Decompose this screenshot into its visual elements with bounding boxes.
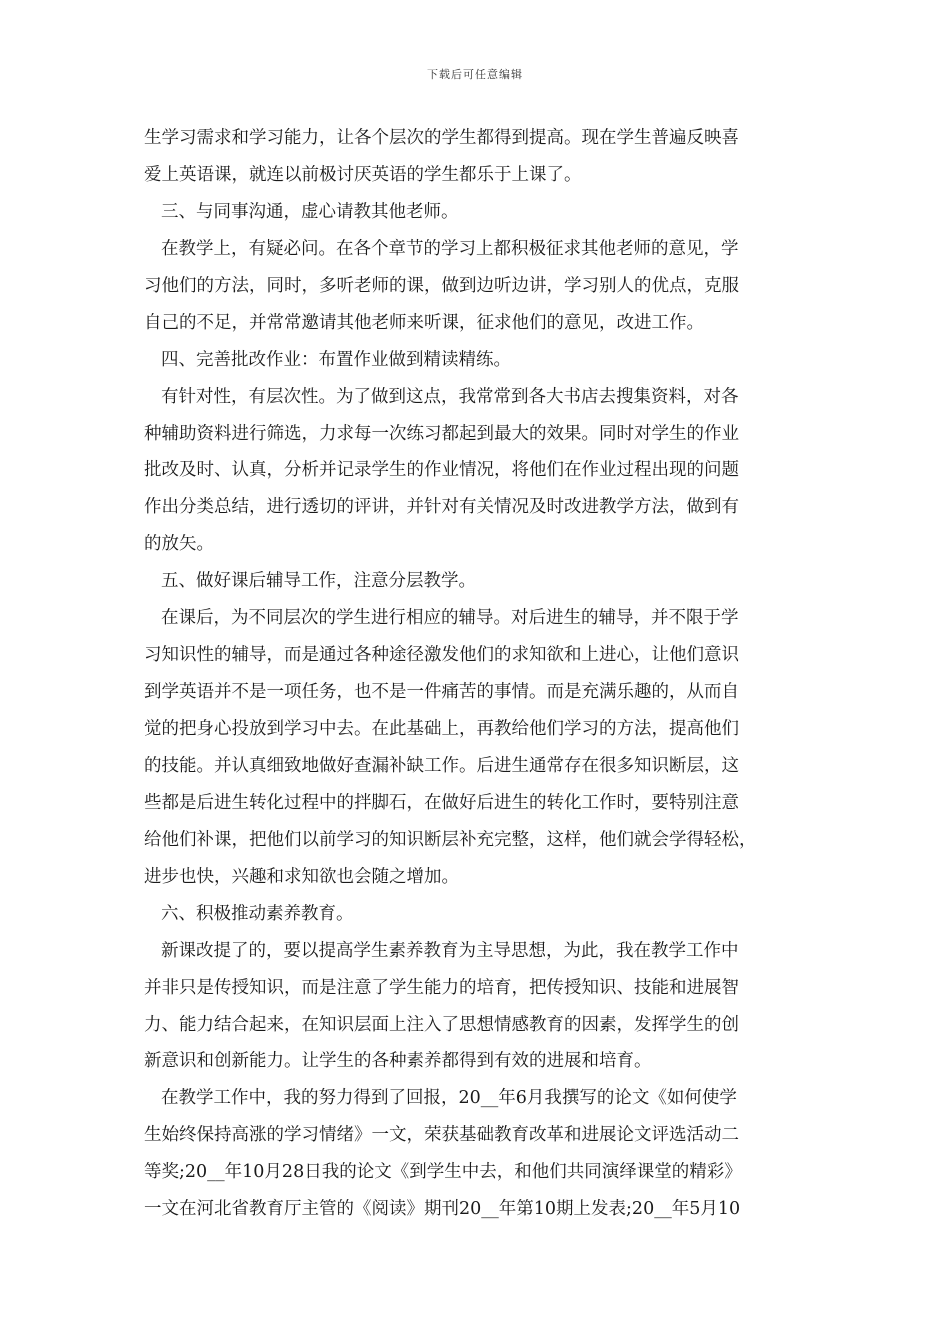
paragraph-first-line: 在教学上，有疑必问。在各个章节的学习上都积极征求其他老师的意见，学 (161, 238, 739, 259)
paragraph-line: 的放矢。 (144, 534, 214, 555)
paragraph-line: 觉的把身心投放到学习中去。在此基础上，再教给他们学习的方法，提高他们 (144, 719, 739, 739)
paragraph-line: 种辅助资料进行筛选，力求每一次练习都起到最大的效果。同时对学生的作业 (144, 423, 739, 444)
paragraph-first-line: 在课后，为不同层次的学生进行相应的辅导。对后进生的辅导，并不限于学 (161, 608, 739, 629)
paragraph-line: 等奖;20__年10月28日我的论文《到学生中去，和他们共同演绎课堂的精彩》 (144, 1162, 742, 1183)
paragraph-line: 批改及时、认真，分析并记录学生的作业情况，将他们在作业过程出现的问题 (144, 460, 739, 481)
paragraph-first-line: 有针对性，有层次性。为了做到这点，我常常到各大书店去搜集资料，对各 (161, 386, 739, 407)
paragraph-line: 些都是后进生转化过程中的拌脚石，在做好后进生的转化工作时，要特别注意 (144, 792, 739, 813)
paragraph-first-line: 五、做好课后辅导工作，注意分层教学。 (161, 571, 476, 592)
paragraph-line: 爱上英语课，就连以前极讨厌英语的学生都乐于上课了。 (144, 164, 582, 185)
paragraph-first-line: 在教学工作中，我的努力得到了回报，20__年6月我撰写的论文《如何使学 (161, 1088, 737, 1109)
paragraph-first-line: 四、完善批改作业：布置作业做到精读精练。 (161, 349, 511, 370)
paragraph-line: 给他们补课，把他们以前学习的知识断层补充完整，这样，他们就会学得轻松， (144, 829, 757, 850)
paragraph-line: 作出分类总结，进行透切的评讲，并针对有关情况及时改进教学方法，做到有 (144, 497, 739, 518)
paragraph-first-line: 三、与同事沟通，虚心请教其他老师。 (161, 201, 459, 222)
paragraph-line: 并非只是传授知识，而是注意了学生能力的培育，把传授知识、技能和进展智 (144, 977, 739, 998)
paragraph-line: 新意识和创新能力。让学生的各种素养都得到有效的进展和培育。 (144, 1051, 652, 1072)
paragraph-line: 习他们的方法，同时，多听老师的课，做到边听边讲，学习别人的优点，克服 (144, 275, 739, 296)
paragraph-line: 到学英语并不是一项任务，也不是一件痛苦的事情。而是充满乐趣的，从而自 (144, 682, 739, 703)
paragraph-line: 一文在河北省教育厅主管的《阅读》期刊20__年第10期上发表;20__年5月10 (144, 1199, 741, 1220)
page-header: 下载后可任意编辑 (427, 68, 523, 81)
paragraph-line: 习知识性的辅导，而是通过各种途径激发他们的求知欲和上进心，让他们意识 (144, 645, 739, 666)
paragraph-first-line: 新课改提了的，要以提高学生素养教育为主导思想，为此，我在教学工作中 (161, 940, 739, 961)
paragraph-first-line: 六、积极推动素养教育。 (161, 903, 354, 924)
paragraph-line: 进步也快，兴趣和求知欲也会随之增加。 (144, 866, 459, 887)
paragraph-line: 自己的不足，并常常邀请其他老师来听课，征求他们的意见，改进工作。 (144, 312, 704, 333)
paragraph-line: 生始终保持高涨的学习情绪》一文，荣获基础教育改革和进展论文评选活动二 (144, 1125, 739, 1146)
paragraph-line: 生学习需求和学习能力，让各个层次的学生都得到提高。现在学生普遍反映喜 (144, 128, 739, 148)
paragraph-line: 的技能。并认真细致地做好查漏补缺工作。后进生通常存在很多知识断层，这 (144, 755, 739, 776)
paragraph-line: 力、能力结合起来，在知识层面上注入了思想情感教育的因素，发挥学生的创 (144, 1014, 739, 1035)
document-body (144, 120, 824, 1228)
